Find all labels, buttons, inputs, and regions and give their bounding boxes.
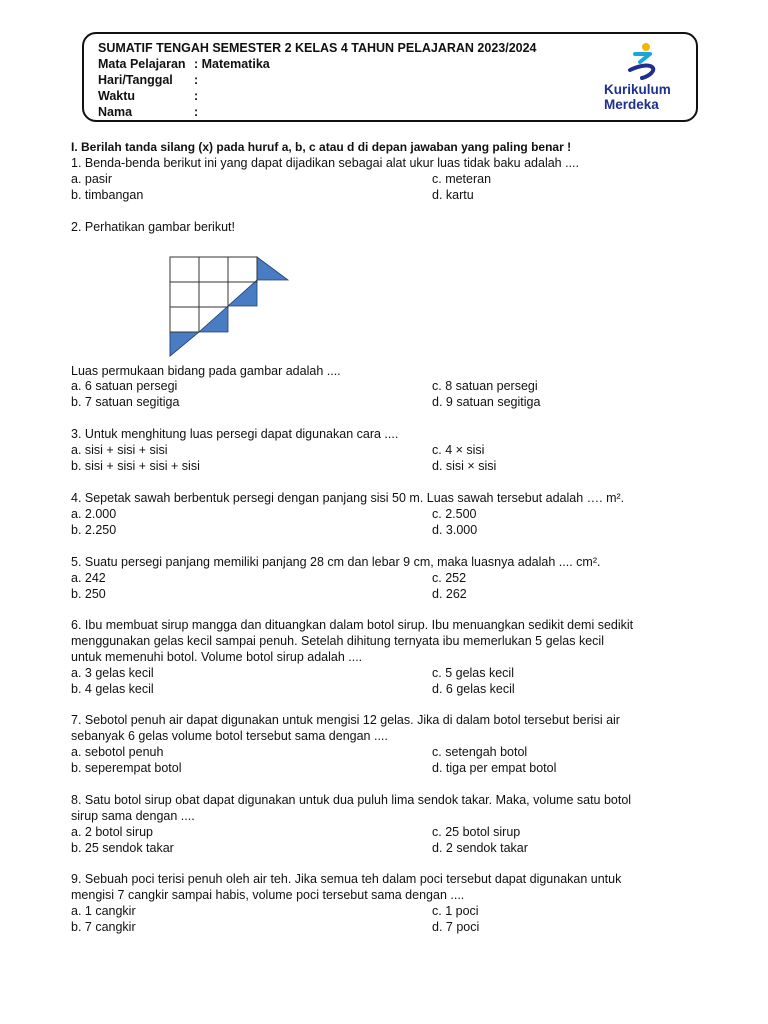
question-1: 1. Benda-benda berikut ini yang dapat dijadikan sebagai alat ukur luas tidak baku adalah .... [71,156,579,170]
figure-square [228,257,257,282]
option-8c[interactable]: c. 25 botol sirup [432,825,521,839]
option-9c[interactable]: c. 1 poci [432,904,479,918]
option-7c[interactable]: c. setengah botol [432,745,528,759]
option-3c[interactable]: c. 4 × sisi [432,443,485,457]
option-3d[interactable]: d. sisi × sisi [432,459,497,473]
question-7-line-2: sebanyak 6 gelas volume botol tersebut sama dengan .... [71,729,388,743]
question-8-line-1: 8. Satu botol sirup obat dapat digunakan untuk dua puluh lima sendok takar. Maka, volume satu botol [71,793,632,807]
option-7d[interactable]: d. tiga per empat botol [432,761,557,775]
figure-triangle [228,280,257,306]
question-2-prompt: Luas permukaan bidang pada gambar adalah .... [71,364,341,378]
option-3b[interactable]: b. sisi + sisi + sisi + sisi [71,459,200,473]
option-8d[interactable]: d. 2 sendok takar [432,841,528,855]
option-2c[interactable]: c. 8 satuan persegi [432,379,538,393]
option-8b[interactable]: b. 25 sendok takar [71,841,174,855]
question-8-line-2: sirup sama dengan .... [71,809,195,823]
option-1d[interactable]: d. kartu [432,188,474,202]
figure-square [199,282,228,307]
instruction: I. Berilah tanda silang (x) pada huruf a, b, c atau d di depan jawaban yang paling benar ! [71,140,572,154]
option-1b[interactable]: b. timbangan [71,188,144,202]
option-6b[interactable]: b. 4 gelas kecil [71,682,154,696]
option-5a[interactable]: a. 242 [71,571,106,585]
question-9-line-2: mengisi 7 cangkir sampai habis, volume poci tersebut sama dengan .... [71,888,465,902]
option-9b[interactable]: b. 7 cangkir [71,920,136,934]
option-8a[interactable]: a. 2 botol sirup [71,825,153,839]
option-6d[interactable]: d. 6 gelas kecil [432,682,515,696]
area-grid-figure [168,255,292,359]
field-time: Waktu : [98,89,199,103]
option-9a[interactable]: a. 1 cangkir [71,904,136,918]
option-4d[interactable]: d. 3.000 [432,523,478,537]
question-4: 4. Sepetak sawah berbentuk persegi dengan panjang sisi 50 m. Luas sawah tersebut adalah …. m². [71,491,625,505]
question-5: 5. Suatu persegi panjang memiliki panjang 28 cm dan lebar 9 cm, maka luasnya adalah .... cm². [71,555,601,569]
logo-figure-icon [604,40,692,82]
figure-square [199,257,228,282]
exam-header [82,32,698,122]
option-5c[interactable]: c. 252 [432,571,467,585]
option-6c[interactable]: c. 5 gelas kecil [432,666,514,680]
question-6-line-2: menggunakan gelas kecil sampai penuh. Setelah dihitung ternyata ibu memerlukan 5 gelas kecil [71,634,604,648]
option-7a[interactable]: a. sebotol penuh [71,745,164,759]
kurikulum-merdeka-logo: Kurikulum Merdeka [604,40,692,116]
option-7b[interactable]: b. seperempat botol [71,761,182,775]
question-3: 3. Untuk menghitung luas persegi dapat digunakan cara .... [71,427,399,441]
question-6-line-3: untuk memenuhi botol. Volume botol sirup adalah .... [71,650,363,664]
option-3a[interactable]: a. sisi + sisi + sisi [71,443,168,457]
field-date: Hari/Tanggal : [98,73,199,87]
question-2: 2. Perhatikan gambar berikut! [71,220,235,234]
exam-title: SUMATIF TENGAH SEMESTER 2 KELAS 4 TAHUN PELAJARAN 2023/2024 [98,41,537,55]
option-4c[interactable]: c. 2.500 [432,507,477,521]
figure-square [170,282,199,307]
option-5b[interactable]: b. 250 [71,587,106,601]
option-6a[interactable]: a. 3 gelas kecil [71,666,154,680]
question-9-line-1: 9. Sebuah poci terisi penuh oleh air teh. Jika semua teh dalam poci tersebut dapat digunakan untuk [71,872,622,886]
option-4a[interactable]: a. 2.000 [71,507,117,521]
question-7-line-1: 7. Sebotol penuh air dapat digunakan untuk mengisi 12 gelas. Jika di dalam botol tersebut berisi air [71,713,620,727]
figure-triangle [257,257,288,280]
figure-square [170,257,199,282]
figure-square [170,307,199,332]
field-name: Nama : [98,105,199,119]
figure-triangle [170,332,199,356]
question-6-line-1: 6. Ibu membuat sirup mangga dan dituangkan dalam botol sirup. Ibu menuangkan sedikit demi sedikit [71,618,634,632]
figure-triangle [199,306,228,332]
option-2d[interactable]: d. 9 satuan segitiga [432,395,541,409]
option-4b[interactable]: b. 2.250 [71,523,117,537]
option-2a[interactable]: a. 6 satuan persegi [71,379,178,393]
option-1a[interactable]: a. pasir [71,172,112,186]
option-2b[interactable]: b. 7 satuan segitiga [71,395,180,409]
field-subject: Mata Pelajaran : Matematika [98,57,270,71]
option-5d[interactable]: d. 262 [432,587,467,601]
option-1c[interactable]: c. meteran [432,172,492,186]
option-9d[interactable]: d. 7 poci [432,920,480,934]
